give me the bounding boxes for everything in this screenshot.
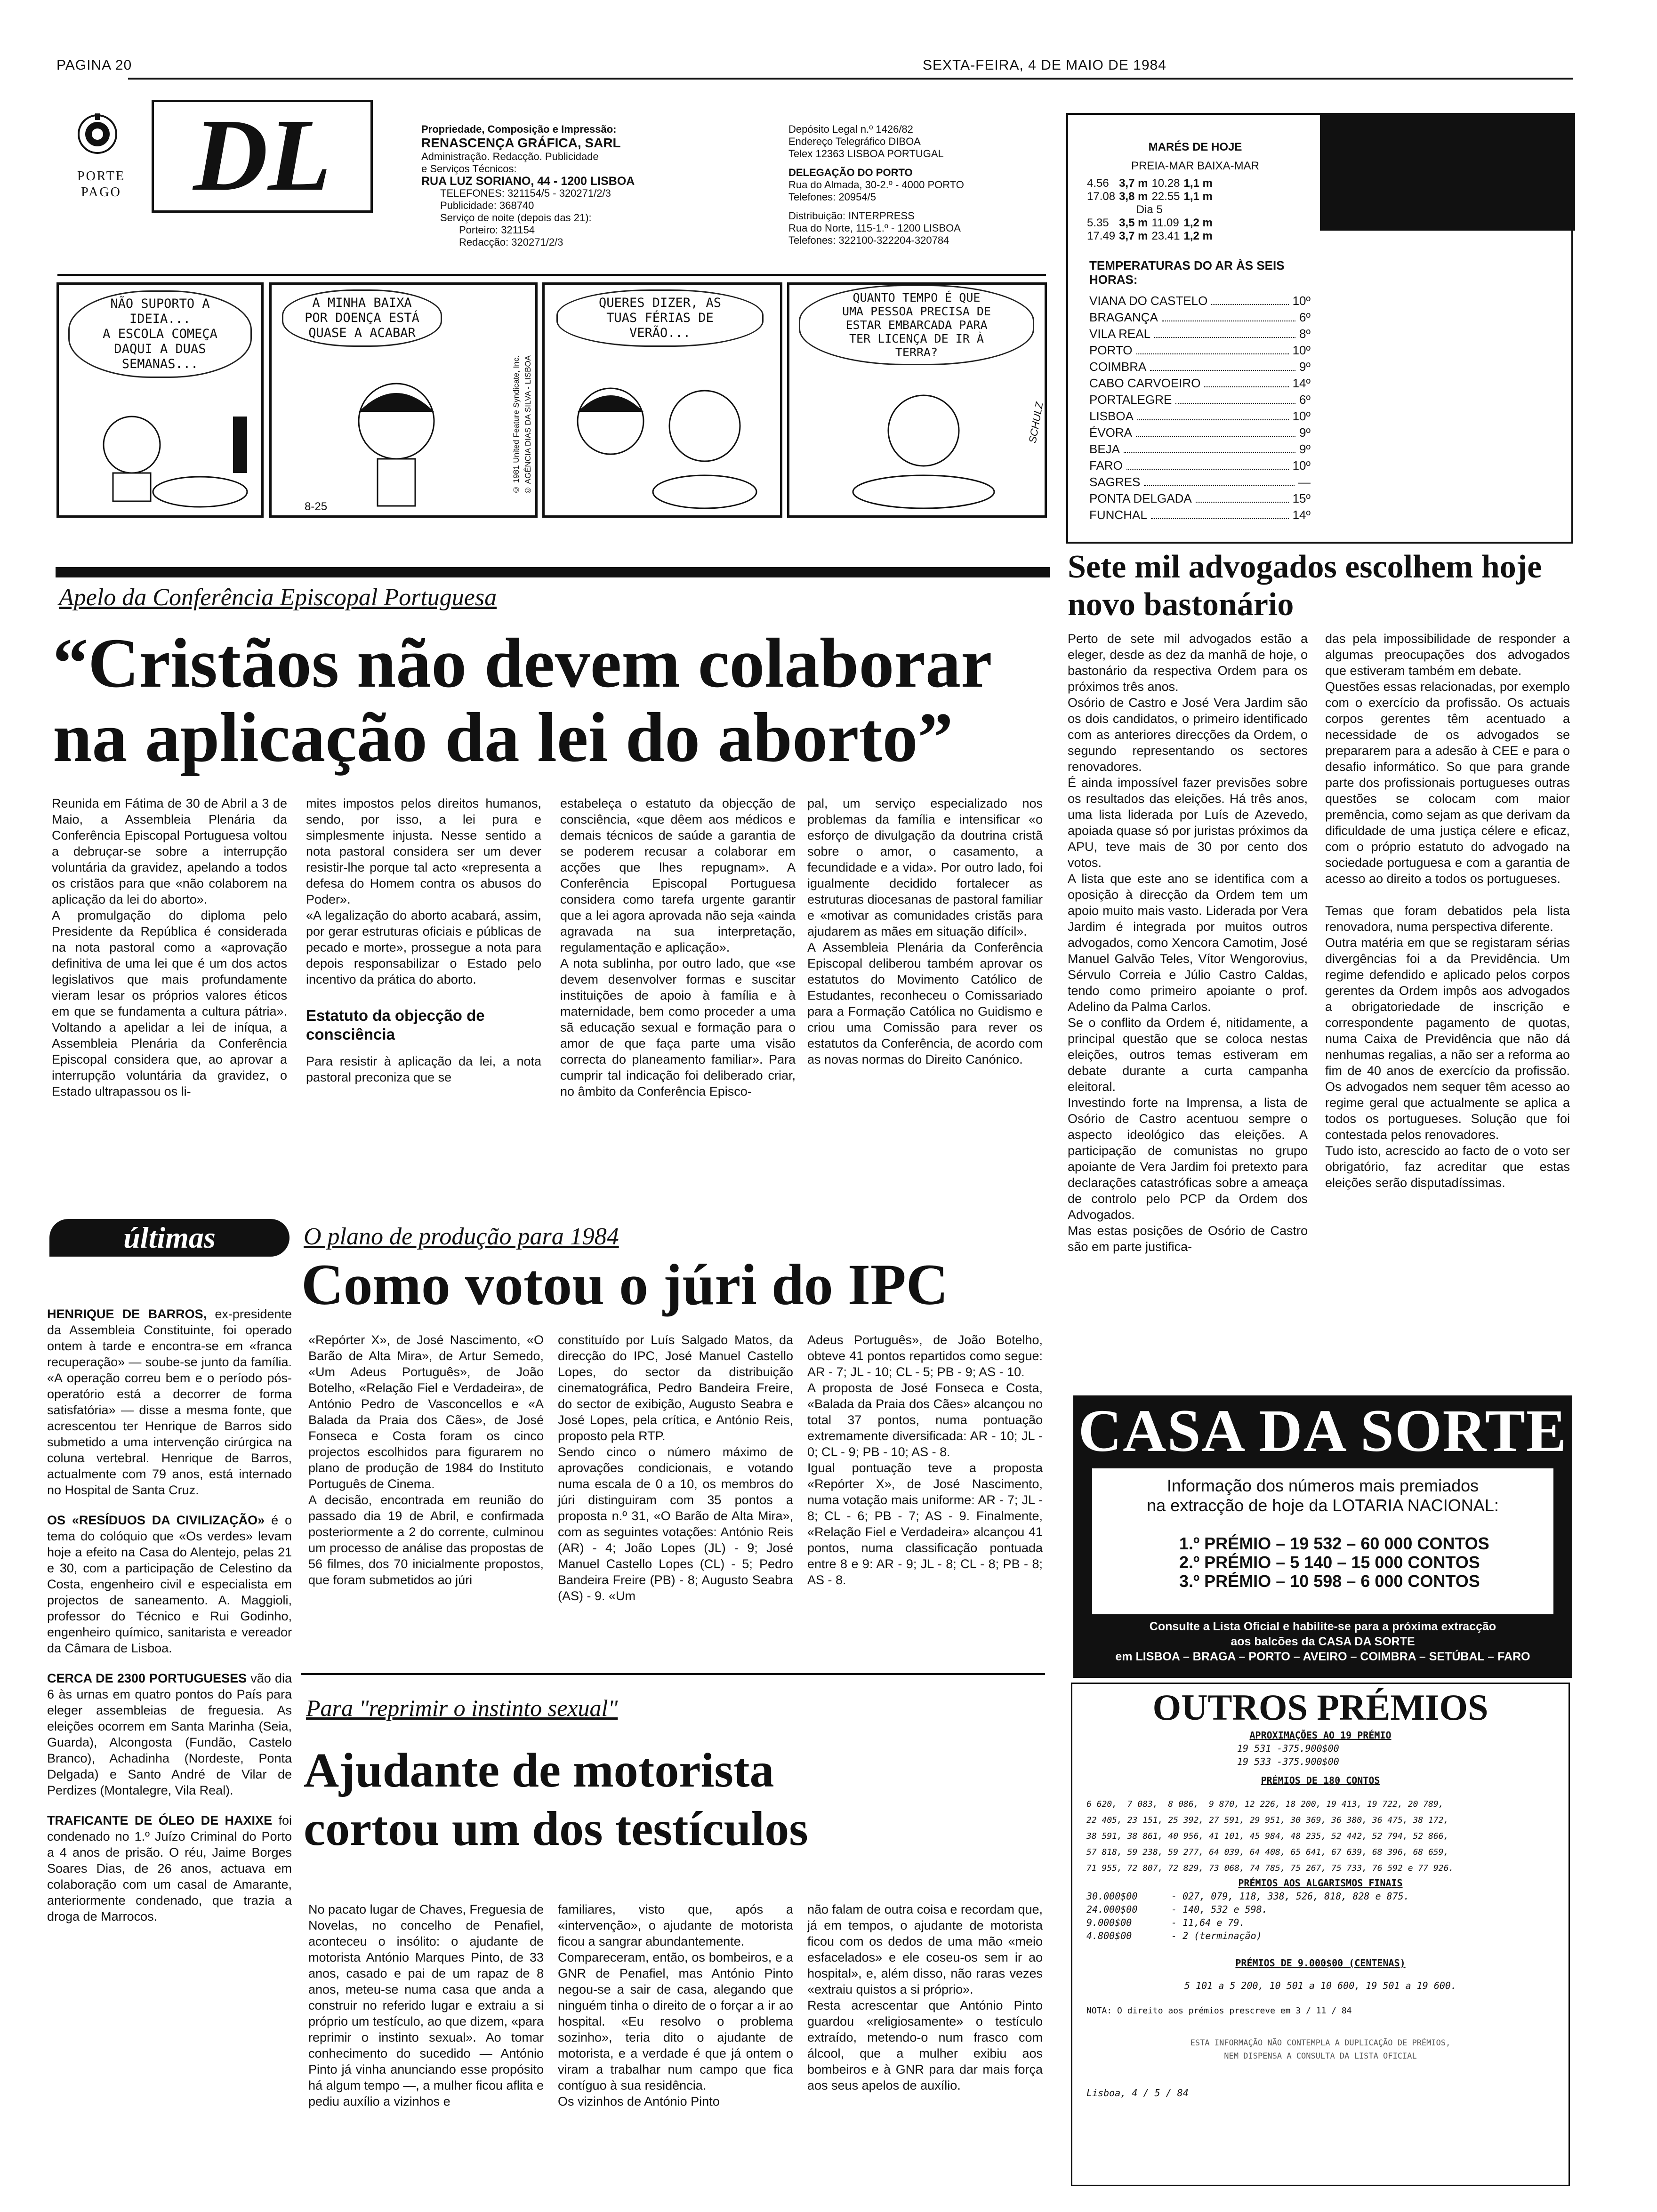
- masthead-col2: [788, 123, 1052, 247]
- temp-row: [1089, 309, 1311, 326]
- comic-syndicate: © 1981 United Feature Syndicate, Inc.: [512, 355, 521, 494]
- masthead-line: Propriedade, Composição e Impressão:: [421, 123, 617, 135]
- casa-sorte-footer-line: em LISBOA – BRAGA – PORTO – AVEIRO – COIMBRA – SETÚBAL – FARO: [1115, 1650, 1530, 1663]
- temp-city: FARO: [1089, 458, 1123, 473]
- ultimas-lead: CERCA DE 2300 PORTUGUESES: [47, 1671, 247, 1685]
- p180-line: 6 620, 7 083, 8 086, 9 870, 12 226, 18 200, 19 413, 19 722, 20 789,: [1086, 1799, 1444, 1809]
- temp-leader: [1196, 490, 1289, 503]
- comic-signature: SCHULZ: [1026, 401, 1046, 444]
- ultimas-item: [47, 1812, 292, 1924]
- aprox-line: 19 533 -375.900$00: [1237, 1756, 1339, 1767]
- masthead-line: Redacção: 320271/2/3: [459, 236, 563, 248]
- masthead-address: RUA LUZ SORIANO, 44 - 1200 LISBOA: [421, 175, 635, 188]
- ultimas-badge-label: últimas: [123, 1221, 216, 1254]
- temp-city: BEJA: [1089, 442, 1120, 456]
- temp-row: [1089, 293, 1311, 309]
- weather-box: [1066, 113, 1573, 544]
- cent-title: PRÉMIOS DE 9.000$00 (CENTENAS): [1235, 1957, 1406, 1969]
- temp-leader: [1162, 309, 1295, 321]
- ultimas-text: ex-presidente da Assembleia Constituinte, foi operado ontem à tarde e encontra-se em «franca recuperação» — soube-se junto da família. «A operação correu bem e o período pós-operatório está a decorrer de forma satisfatória» — disse a mesma fonte, que acrescentou ter Henrique de Barros sido submetido a uma intervenção cirúrgica na coluna vertebral. Henrique de Barros, actualmente com 79 anos, está internado no Hospital de Santa Cruz.: [47, 1307, 292, 1497]
- comic-panel-3: [542, 282, 782, 518]
- ultimas-text: vão dia 6 às urnas em quatro pontos do País para eleger assembleias de freguesia. As eleições ocorrem em Santa Marinha (Seia, Guarda), Alcongosta (Fundão, Castelo Branco), Achadinha (Nordeste, Ponta Delgada) e Santo André de Vilar de Perdizes (Montalegre, Vila Real).: [47, 1671, 292, 1797]
- outros-premios-box: [1071, 1683, 1570, 2186]
- temp-value: 8º: [1299, 327, 1311, 341]
- temp-leader: [1211, 293, 1288, 305]
- ipc-col-3: Adeus Português», de João Botelho, obteve 41 pontos repartidos como segue: AR - 7; JL - 10; CL - 5; PB - 9; AS - 10. A proposta de José Fonseca e Costa, «Balada da Praia dos Cães» alcançou no total 37 pontos, numa pontuação extremamente diversificada: AR - 10; JL - 0; CL - 9; PB - 10; AS - 8. Igual pontuação teve a proposta «Repórter X», de José Nascimento, numa votação mais uniforme: AR - 7; JL - 8; CL - 6; PB - 7; AS - 9. Finalmente, «Relação Fiel e Verdadeira» alcançou 41 pontos, numa classificação pontuada entre 8 e 9: AR - 9; JL - 8; CL - 8; PB - 8; AS - 8.: [807, 1333, 1043, 1587]
- temp-row: [1089, 507, 1311, 523]
- final-row: [1086, 1890, 1554, 1903]
- temp-city: PORTALEGRE: [1089, 393, 1172, 407]
- ajudante-col-2: familiares, visto que, após a «intervenção», o ajudante de motorista ficou a sangrar abundantemente. Compareceram, então, os bombeiros, e a GNR de Penafiel, mas António Pinto negou-se a sair de casa, alegando que ninguém tinha o direito de o forçar a ir ao hospital. «Eu resolvo o problema sozinho», teria dito o ajudante de motorista, e a verdade é que já ontem o viram a trabalhar num campo que fica contíguo à sua residência. Os vizinhos de António Pinto: [558, 1902, 793, 2108]
- temp-value: 14º: [1292, 376, 1311, 390]
- temp-leader: [1175, 392, 1295, 404]
- temps-title: TEMPERATURAS DO AR ÀS SEIS HORAS:: [1089, 258, 1285, 287]
- final-row: [1086, 1903, 1554, 1916]
- tide-cell: 4.56: [1087, 177, 1109, 190]
- tides-table: [1087, 177, 1216, 243]
- final-numbers: - 140, 532 e 598.: [1171, 1904, 1268, 1915]
- masthead-line: Telefones: 322100-322204-320784: [788, 234, 949, 246]
- temp-row: [1089, 342, 1311, 359]
- temp-row: [1089, 425, 1311, 441]
- p180-line: 22 405, 23 151, 25 392, 27 591, 29 951, 30 369, 36 380, 36 475, 38 172,: [1086, 1815, 1449, 1825]
- ultimas-text: é o tema do colóquio que «Os verdes» levam hoje a efeito na Casa do Alentejo, pelas 21 e 30, com a participação de Celestino da Costa, engenheiro civil e especialista em projectos de saneamento. A. Maggioli, professor do Técnico e Rui Godinho, engenheiro químico, sanitarista e vereador da Câmara de Lisboa.: [47, 1513, 292, 1655]
- masthead-line: e Serviços Técnicos:: [421, 163, 517, 175]
- tide-cell: 17.08: [1087, 190, 1116, 203]
- casa-sorte-info1: Informação dos números mais premiados: [1166, 1476, 1479, 1495]
- cent-line: 5 101 a 5 200, 10 501 a 10 600, 19 501 a 19 600.: [1184, 1980, 1456, 1991]
- main-subhead: Estatuto da objecção de consciência: [306, 1007, 485, 1043]
- prize-line: 1.º PRÉMIO – 19 532 – 60 000 CONTOS: [1179, 1534, 1489, 1553]
- masthead-line: Serviço de noite (depois das 21):: [440, 212, 592, 224]
- main-col-4: pal, um serviço especializado nos problemas da família e intensificar «o esforço de divulgação da doutrina cristã sobre o amor, o casamento, a fecundidade e a vida». Por outro lado, foi igualmente decidido fortalecer as estruturas diocesanas de pastoral familiar e «motivar as comunidades cristãs para ajudarem as mães em situação difícil». A Assembleia Plenária da Conferência Episcopal deliberou também aprovar os estatutos do Movimento Católico de Estudantes, reconheceu o Comissariado para a Formação Católica no Guidismo e criou uma Comissão para rever os estatutos da Conferência, de acordo com as novas normas do Direito Canónico.: [807, 796, 1043, 1066]
- tide-cell: 10.28: [1151, 177, 1180, 190]
- temp-value: 14º: [1292, 508, 1311, 522]
- main-col-2-text: mites impostos pelos direitos humanos, sendo, por isso, a lei pura e simplesmente injusta. Nesse sentido a nota pastoral considera ser um dever resistir-lhe porque tal acto «representa a defesa do Homem contra os abusos do Poder». «A legalização do aborto acabará, assim, por gerar estruturas oficiais e públicas de pecado e morte», prossegue a nota para depois responsabilizar o Estado pelo incentivo da prática do aborto.: [306, 796, 541, 986]
- comic-panel-2: [269, 282, 538, 518]
- ajudante-col-3: não falam de outra coisa e recordam que, já em tempos, o ajudante de motorista ficou com os dedos de uma mão «meio esfacelados» e ele coseu-os sem ir ao hospital», e, além disso, não raras vezes «extraiu quistos a si próprio». Resta acrescentar que António Pinto guardou «religiosamente» o testículo extraído, metendo-o num frasco com álcool, que a mulher exibiu aos bombeiros e à GNR para dar mais força aos seus apelos de auxílio.: [807, 1902, 1043, 2092]
- finals-title: PRÉMIOS AOS ALGARISMOS FINAIS: [1238, 1877, 1403, 1889]
- temp-city: LISBOA: [1089, 409, 1134, 423]
- page-number: PAGINA 20: [56, 57, 132, 73]
- prize-line: 3.º PRÉMIO – 10 598 – 6 000 CONTOS: [1179, 1571, 1480, 1591]
- masthead-line: Porteiro: 321154: [459, 224, 535, 236]
- comic-speech-1: NÃO SUPORTO A IDEIA... A ESCOLA COMEÇA DAQUI A DUAS SEMANAS...: [68, 290, 252, 378]
- temp-city: VIANA DO CASTELO: [1089, 294, 1208, 308]
- final-row: [1086, 1929, 1554, 1942]
- ultimas-list: [47, 1306, 292, 1939]
- temp-city: SAGRES: [1089, 475, 1141, 489]
- aprox-title: APROXIMAÇÕES AO 19 PRÉMIO: [1249, 1730, 1392, 1741]
- temp-city: PORTO: [1089, 343, 1133, 357]
- masthead-line: Rua do Norte, 115-1.º - 1200 LISBOA: [788, 222, 961, 234]
- charlie-brown-bed-icon: [846, 379, 1001, 511]
- advogados-headline: Sete mil advogados escolhem hoje novo bastonário: [1068, 549, 1542, 623]
- comic-speech-3: QUERES DIZER, AS TUAS FÉRIAS DE VERÃO...: [556, 289, 764, 347]
- masthead-rule: [57, 274, 1046, 276]
- main-col-2-tail: Para resistir à aplicação da lei, a nota pastoral preconiza que se: [306, 1054, 541, 1084]
- charlie-brown-icon: [82, 402, 252, 511]
- temp-value: 10º: [1292, 409, 1311, 423]
- porte-pago: PORTE PAGO: [77, 169, 125, 200]
- ultimas-lead: HENRIQUE DE BARROS,: [47, 1307, 207, 1321]
- advogados-col-2: das pela impossibilidade de responder a algumas preocupações dos advogados que estiveram também em debate. Questões essas relacionadas, por exemplo com o exercício da profissão. Os actuais corpos gerentes têm acentuado a necessidade de os advogados se prepararem para a adesão à CEE e para o desafio informático. So que para grande parte dos profissionais portugueses outras questões se colocam com maior premência, como sejam as que derivam da dificuldade de uma justiça célere e eficaz, com o próprio estatuto do advogado na sociedade portuguesa e com a garantia de acesso ao direito a todos os portugueses. Temas que foram debatidos pela lista renovadora, numa perspectiva diferente. Outra matéria em que se registaram sérias divergências foi a da Previdência. Um regime defendido e aplicado pelos corpos gerentes da Ordem impôs aos advogados a obrigatoriedade de inscrição e correspondente pagamento de quotas, numa Caixa de Previdência que não dá nenhumas regalias, a não ser a reforma ao fim de 40 anos de exercício da profissão. Os advogados nem sequer têm acesso ao regime geral que actualmente se aplica a todos os portugueses. Solução que foi contestada pelos renovadores. Tudo isto, acrescido ao facto de o voto ser obrigatório, faz acreditar que estas eleições serão disputadíssimas.: [1325, 632, 1570, 1190]
- temp-value: 15º: [1292, 491, 1311, 505]
- ajudante-kicker: Para "reprimir o instinto sexual": [306, 1695, 618, 1721]
- casa-sorte-footer: [1073, 1619, 1572, 1664]
- ipc-kicker: O plano de produção para 1984: [304, 1223, 619, 1250]
- masthead-col1: [421, 123, 723, 248]
- masthead-line: Administração. Redacção. Publicidade: [421, 151, 599, 162]
- tide-day: Dia 5: [1136, 203, 1163, 216]
- lucy-icon: [338, 365, 460, 511]
- temp-leader: [1144, 474, 1295, 486]
- final-amount: 24.000$00: [1086, 1904, 1138, 1915]
- temp-row: [1089, 359, 1311, 375]
- characters-icon: [563, 365, 766, 511]
- final-row: [1086, 1916, 1554, 1929]
- ipc-col-2: constituído por Luís Salgado Matos, da direcção do IPC, José Manuel Castello Lopes, do sector da distribuição cinematográfica, Pedro Bandeira Freire, do sector de exibição, Augusto Seabra e José Lopes, pela crítica, e António Reis, proposto pela RTP. Sendo cinco o número máximo de aprovações condicionais, e votando numa escala de 0 a 10, os membros do júri distinguiram com 35 pontos a proposta n.º 31, «O Barão de Alta Mira», com as seguintes votações: António Reis (AR) - 4; João Lopes (JL) - 9; José Manuel Castello Lopes (CL) - 5; Pedro Bandeira Freire (PB) - 8; Augusto Seabra (AS) - 9. «Um: [558, 1333, 793, 1603]
- temp-city: VILA REAL: [1089, 327, 1151, 341]
- main-col-3: estabeleça o estatuto da objecção de consciência, «que dêem aos médicos e demais técnicos de saúde a garantia de se poderem recusar a colaborar em acções que lhes repugnam». A Conferência Episcopal Portuguesa considera como tarefa urgente garantir que a lei agora aprovada não seja «ainda agravada na sua interpretação, regulamentação e aplicação». A nota sublinha, por outro lado, que «se devem desenvolver formas e suscitar instituições de apoio à família e à maternidade, bem como proceder a uma sã educação sexual e formação para o amor de que faça parte uma visão correcta do planeamento familiar». Para cumprir tal indicação foi deliberado criar, no âmbito da Conferência Episco-: [560, 796, 796, 1098]
- temp-row: [1089, 408, 1311, 425]
- masthead-line: Distribuição: INTERPRESS: [788, 210, 915, 222]
- note-line: NEM DISPENSA A CONSULTA DA LISTA OFICIAL: [1224, 2052, 1417, 2061]
- note-line: ESTA INFORMAÇÃO NÃO CONTEMPLA A DUPLICAÇÃO DE PRÉMIOS,: [1190, 2038, 1451, 2048]
- temp-leader: [1204, 375, 1288, 387]
- tide-cell: 1,2 m: [1183, 230, 1213, 242]
- comic-panel-4: [787, 282, 1047, 518]
- temp-city: ÉVORA: [1089, 425, 1133, 440]
- temp-city: BRAGANÇA: [1089, 310, 1158, 324]
- tide-cell: 5.35: [1087, 216, 1109, 229]
- p180-line: 57 818, 59 238, 59 277, 64 039, 64 408, 65 641, 67 639, 68 396, 68 659,: [1086, 1847, 1449, 1857]
- p180-title: PRÉMIOS DE 180 CONTOS: [1261, 1775, 1380, 1786]
- temp-value: 6º: [1299, 393, 1311, 407]
- ipc-headline: Como votou o júri do IPC: [301, 1252, 949, 1317]
- tides-title: MARÉS DE HOJE: [1148, 141, 1242, 153]
- tide-cell: 23.41: [1151, 230, 1180, 242]
- outros-date: Lisboa, 4 / 5 / 84: [1086, 2087, 1189, 2099]
- main-col-1: Reunida em Fátima de 30 de Abril a 3 de Maio, a Assembleia Plenária da Conferência Episcopal Portuguesa voltou a debruçar-se sobre a interrupção voluntária da gravidez, apelando a todos os cristãos para que «não colaborem na aplicação da lei do aborto». A promulgação do diploma pelo Presidente da República é considerada na nota pastoral como a «aprovação definitiva de uma lei que é um dos actos legislativos que mais profundamente vieram lesar os próprios valores éticos em que se fundamenta a cultura pátria». Voltando a apelidar a lei de iníqua, a Assembleia Plenária da Conferência Episcopal considera que, ao aprovar a interrupção voluntária da gravidez, o Estado ultrapassou os li-: [52, 796, 287, 1098]
- temp-value: 10º: [1292, 343, 1311, 357]
- temp-row: [1089, 474, 1311, 490]
- tide-cell: 3,7 m: [1119, 177, 1148, 190]
- temp-value: 10º: [1292, 458, 1311, 473]
- temp-city: PONTA DELGADA: [1089, 491, 1192, 505]
- masthead-line: Rua do Almada, 30-2.º - 4000 PORTO: [788, 179, 964, 191]
- p180-list: [1086, 1796, 1554, 1876]
- coat-of-arms-icon: [75, 112, 120, 157]
- logo-box: [152, 97, 373, 213]
- temp-city: CABO CARVOEIRO: [1089, 376, 1201, 390]
- tides-subtitle: PREIA-MAR BAIXA-MAR: [1131, 160, 1260, 172]
- outros-title: OUTROS PRÉMIOS: [1152, 1687, 1488, 1728]
- comic-speech-2: A MINHA BAIXA POR DOENÇA ESTÁ QUASE A ACABAR: [282, 289, 442, 347]
- ultimas-lead: TRAFICANTE DE ÓLEO DE HAXIXE: [47, 1813, 273, 1827]
- tide-cell: 1,1 m: [1183, 177, 1213, 190]
- casa-sorte-panel: [1092, 1468, 1553, 1614]
- temp-leader: [1137, 408, 1289, 420]
- temp-leader: [1150, 359, 1295, 371]
- advogados-col-1: Perto de sete mil advogados estão a eleger, desde as dez da manhã de hoje, o bastonário da respectiva Ordem para os próximos três anos. Osório de Castro e José Vera Jardim são os dois candidatos, o primeiro identificado com as anteriores direcções da Ordem, o segundo representando os sectores renovadores. É ainda impossível fazer previsões sobre os resultados das eleições. Há três anos, uma lista liderada por Luís de Azevedo, apoiada quase só por juristas próximos da APU, teve mais de 30 por cento dos votos. A lista que este ano se identifica com a oposição à direcção da Ordem tem um apoio muito mais vasto. Liderada por Vera Jardim é integrada por muitos outros advogados, como Xencora Camotim, José Manuel Galvão Teles, Vítor Wengorovius, Sérvulo Correia e Júlio Castro Caldas, tendo como primeiro apoiante o prof. Adelino da Palma Carlos. Se o conflito da Ordem é, nitidamente, a principal questão que se coloca nestas eleições, outros temas estiveram em debate durante a curta campanha eleitoral. Investindo forte na Imprensa, a lista de Osório de Castro acentuou sempre o aspecto ideológico das eleições. A participação de comunistas no grupo apoiante de Vera Jardim foi pretexto para declarações catastróficas sobre a ameaça de controlo pelo PCP da Ordem dos Advogados. Mas estas posições de Osório de Castro são em parte justifica-: [1068, 632, 1308, 1254]
- main-col-2: [306, 795, 541, 1085]
- masthead-line: Publicidade: 368740: [440, 200, 534, 211]
- nota-line: NOTA: O direito aos prémios prescreve em 3 / 11 / 84: [1086, 2006, 1352, 2016]
- temp-row: [1089, 392, 1311, 408]
- ultimas-text: foi condenado no 1.º Juízo Criminal do Porto a 4 anos de prisão. O réu, Jaime Borges Soares Dias, de 26 anos, actuava em colaboração com um casal de Amarante, anteriormente condenado, que trazia a droga de Marrocos.: [47, 1813, 292, 1923]
- page-date: SEXTA-FEIRA, 4 DE MAIO DE 1984: [923, 57, 1166, 73]
- ipc-col-1: «Repórter X», de José Nascimento, «O Barão de Alta Mira», de Artur Semedo, «Um Adeus Português», de João Botelho, «Relação Fiel e Verdadeira», de António Pedro de Vasconcellos e «A Balada da Praia dos Cães», de José Fonseca e Costa foram os cinco projectos escolhidos para figurarem no plano de produção de 1984 do Instituto Português de Cinema. A decisão, encontrada em reunião do passado dia 19 de Abril, e confirmada posteriormente a 2 do corrente, culminou um processo de análise das propostas de 56 filmes, dos 70 inicialmente propostos, que foram submetidos ao júri: [308, 1333, 544, 1587]
- tide-cell: 11.09: [1151, 216, 1179, 229]
- main-headline: “Cristãos não devem colaborar na aplicação da lei do aborto”: [53, 624, 991, 777]
- header-rule: [128, 78, 1573, 80]
- temp-leader: [1136, 342, 1289, 354]
- casa-sorte-footer-line: Consulte a Lista Oficial e habilite-se para a próxima extracção: [1149, 1620, 1496, 1633]
- ultimas-item: [47, 1670, 292, 1798]
- ultimas-item: [47, 1306, 292, 1498]
- temp-value: 6º: [1299, 310, 1311, 324]
- finals-list: [1086, 1890, 1554, 1942]
- ajudante-col-1: No pacato lugar de Chaves, Freguesia de Novelas, no concelho de Penafiel, aconteceu o insólito: o ajudante de motorista António Marques Pinto, de 33 anos, casado e pai de um rapaz de 8 anos, meteu-se numa casa que anda a construir no referido lugar e extraiu a si próprio um testículo, ao que dizem, «para reprimir o instinto sexual». Ao tomar conhecimento do sucedido — António Pinto já vinha anunciando esse propósito há algum tempo —, a mulher ficou aflita e pediu auxílio a vizinhos e: [308, 1902, 544, 2108]
- temp-value: —: [1298, 475, 1311, 489]
- tide-cell: 3,7 m: [1119, 230, 1148, 242]
- temps-list: [1089, 293, 1311, 523]
- temp-value: 9º: [1299, 442, 1311, 456]
- masthead-line: Endereço Telegráfico DIBOA: [788, 136, 921, 147]
- temp-city: COIMBRA: [1089, 360, 1147, 374]
- ultimas-badge: [49, 1219, 290, 1257]
- temp-leader: [1126, 457, 1289, 470]
- final-numbers: - 027, 079, 118, 338, 526, 818, 828 e 875.: [1171, 1891, 1409, 1902]
- prize-line: 2.º PRÉMIO – 5 140 – 15 000 CONTOS: [1179, 1553, 1480, 1572]
- temp-value: 9º: [1299, 360, 1311, 374]
- final-amount: 4.800$00: [1086, 1930, 1132, 1941]
- temp-row: [1089, 441, 1311, 457]
- weather-black-block: [1320, 113, 1575, 231]
- masthead-line: TELEFONES: 321154/5 - 320271/2/3: [440, 187, 611, 199]
- temp-leader: [1124, 441, 1295, 453]
- ajudante-headline: Ajudante de motorista cortou um dos testículos: [304, 1743, 808, 1856]
- temp-leader: [1136, 425, 1295, 437]
- outros-content: [1072, 1729, 1569, 2100]
- dl-logo: DL: [193, 97, 331, 212]
- tide-cell: 1,1 m: [1183, 190, 1213, 203]
- masthead-line: Depósito Legal n.º 1426/82: [788, 123, 913, 135]
- tide-cell: 17.49: [1087, 230, 1116, 242]
- comic-date: 8-25: [305, 500, 328, 513]
- casa-sorte-prizes: [1179, 1534, 1553, 1591]
- masthead-company: RENASCENÇA GRÁFICA, SARL: [421, 136, 621, 150]
- temp-leader: [1154, 326, 1295, 338]
- tide-cell: 3,8 m: [1119, 190, 1148, 203]
- ultimas-item: [47, 1512, 292, 1656]
- final-amount: 30.000$00: [1086, 1891, 1138, 1902]
- casa-sorte-footer-line: aos balcões da CASA DA SORTE: [1231, 1635, 1415, 1648]
- ajudante-top-rule: [301, 1673, 1045, 1675]
- temp-row: [1089, 457, 1311, 474]
- temp-value: 10º: [1292, 294, 1311, 308]
- tide-cell: 3,5 m: [1119, 216, 1148, 229]
- temp-row: [1089, 490, 1311, 507]
- p180-line: 71 955, 72 807, 72 829, 73 068, 74 785, 75 267, 75 733, 76 592 e 77 926.: [1086, 1863, 1454, 1873]
- temp-row: [1089, 375, 1311, 392]
- masthead-line: Telex 12363 LISBOA PORTUGAL: [788, 148, 944, 160]
- temp-row: [1089, 326, 1311, 342]
- masthead-line: Telefones: 20954/5: [788, 191, 876, 203]
- casa-sorte-info2: na extracção de hoje da LOTARIA NACIONAL:: [1147, 1496, 1499, 1515]
- final-numbers: - 11,64 e 79.: [1171, 1917, 1245, 1928]
- final-numbers: - 2 (terminação): [1171, 1930, 1262, 1941]
- ultimas-lead: OS «RESÍDUOS DA CIVILIZAÇÃO»: [47, 1513, 265, 1527]
- masthead-line: DELEGAÇÃO DO PORTO: [788, 167, 913, 178]
- tide-cell: 22.55: [1151, 190, 1180, 203]
- temp-leader: [1151, 507, 1289, 519]
- comic-speech-4: QUANTO TEMPO É QUE UMA PESSOA PRECISA DE ESTAR EMBARCADA PARA TER LICENÇA DE IR À TERRA?: [799, 285, 1034, 365]
- comic-panel-1: [56, 282, 264, 518]
- p180-line: 38 591, 38 861, 40 956, 41 101, 45 984, 48 235, 52 442, 52 794, 52 866,: [1086, 1831, 1449, 1841]
- main-kicker: Apelo da Conferência Episcopal Portuguesa: [59, 584, 497, 611]
- final-amount: 9.000$00: [1086, 1917, 1132, 1928]
- main-top-bar: [56, 567, 1050, 577]
- tide-cell: 1,2 m: [1183, 216, 1213, 229]
- casa-sorte-ad: [1073, 1395, 1572, 1678]
- temp-city: FUNCHAL: [1089, 508, 1147, 522]
- temp-value: 9º: [1299, 425, 1311, 440]
- casa-sorte-title: CASA DA SORTE: [1078, 1397, 1568, 1464]
- comic-credit: © AGÊNCIA DIAS DA SILVA - LISBOA: [523, 355, 532, 495]
- aprox-line: 19 531 -375.900$00: [1237, 1743, 1339, 1754]
